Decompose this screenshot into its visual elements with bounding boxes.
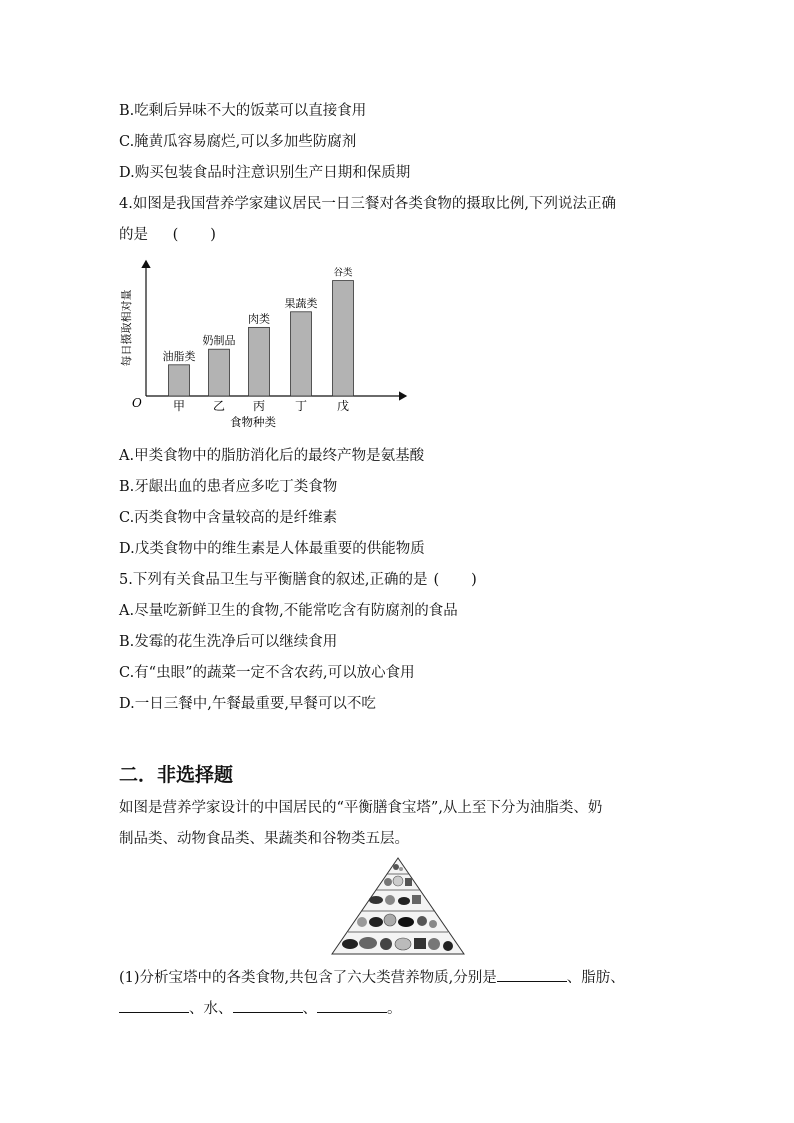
x-tick-label-5: 戊 bbox=[336, 399, 350, 413]
x-axis-label: 食物种类 bbox=[230, 415, 276, 429]
y-axis-label: 每日摄取相对量 bbox=[120, 289, 133, 367]
q5-stem-text: 5.下列有关食品卫生与平衡膳食的叙述,正确的是 bbox=[119, 572, 428, 588]
q5-stem bbox=[119, 570, 477, 590]
section-intro-line2: 制品类、动物食品类、果蔬类和谷物类五层。 bbox=[119, 831, 409, 847]
q1-line1 bbox=[119, 967, 625, 988]
x-tick-label-2: 乙 bbox=[212, 399, 226, 413]
q4-answer-paren-open: ( bbox=[172, 227, 179, 243]
bar-2 bbox=[209, 349, 230, 396]
q4-stem-text: 的是 bbox=[119, 227, 148, 243]
bar-5 bbox=[333, 281, 354, 396]
food-intake-bar-chart bbox=[110, 255, 420, 435]
q4-option-a: A.甲类食物中的脂肪消化后的最终产物是氨基酸 bbox=[119, 448, 425, 464]
origin-label: O bbox=[132, 396, 142, 410]
q4-stem-line1: 4.如图是我国营养学家建议居民一日三餐对各类食物的摄取比例,下列说法正确 bbox=[119, 196, 616, 212]
bar-label-3: 肉类 bbox=[248, 312, 270, 326]
section-intro-line1: 如图是营养学家设计的中国居民的“平衡膳食宝塔”,从上至下分为油脂类、奶 bbox=[119, 800, 603, 816]
answer-blank-3[interactable] bbox=[233, 998, 303, 1013]
answer-blank-2[interactable] bbox=[119, 998, 189, 1013]
q5-option-b: B.发霉的花生洗净后可以继续食用 bbox=[119, 634, 338, 650]
q1-text-part3: 、水、 bbox=[189, 1001, 233, 1017]
x-tick-label-3: 丙 bbox=[252, 399, 266, 413]
q1-text-part2: 、脂肪、 bbox=[566, 970, 625, 986]
bar-3 bbox=[249, 327, 270, 396]
x-tick-label-1: 甲 bbox=[172, 399, 186, 413]
bar-1 bbox=[169, 365, 190, 396]
section-title: 二．非选择题 bbox=[119, 764, 234, 786]
x-tick-label-4: 丁 bbox=[294, 399, 308, 413]
balanced-diet-pagoda-image bbox=[330, 856, 466, 958]
q3-option-c: C.腌黄瓜容易腐烂,可以多加些防腐剂 bbox=[119, 134, 357, 150]
answer-blank-4[interactable] bbox=[317, 998, 387, 1013]
q1-text-part4: 、 bbox=[302, 1001, 317, 1017]
q5-option-a: A.尽量吃新鲜卫生的食物,不能常吃含有防腐剂的食品 bbox=[119, 603, 458, 619]
q1-text-part5: 。 bbox=[387, 1001, 402, 1017]
q3-option-b: B.吃剩后异味不大的饭菜可以直接食用 bbox=[119, 103, 367, 119]
bar-label-2: 奶制品 bbox=[202, 334, 236, 348]
q4-stem-line2 bbox=[119, 225, 216, 245]
q5-option-c: C.有“虫眼”的蔬菜一定不含农药,可以放心食用 bbox=[119, 665, 415, 681]
q5-answer-paren-open: ( bbox=[433, 572, 440, 588]
q4-option-c: C.丙类食物中含量较高的是纤维素 bbox=[119, 510, 338, 526]
q1-text-part1: (1)分析宝塔中的各类食物,共包含了六大类营养物质,分别是 bbox=[119, 970, 497, 986]
answer-blank-1[interactable] bbox=[497, 967, 567, 982]
bar-label-1: 油脂类 bbox=[162, 349, 196, 363]
q1-line2 bbox=[119, 998, 402, 1019]
q5-option-d: D.一日三餐中,午餐最重要,早餐可以不吃 bbox=[119, 696, 376, 712]
bar-4 bbox=[291, 312, 312, 396]
bar-label-5: 谷类 bbox=[333, 267, 353, 279]
q4-answer-paren-close: ) bbox=[210, 227, 216, 243]
q5-answer-paren-close: ) bbox=[471, 572, 477, 588]
q3-option-d: D.购买包装食品时注意识别生产日期和保质期 bbox=[119, 165, 411, 181]
q4-option-d: D.戊类食物中的维生素是人体最重要的供能物质 bbox=[119, 541, 425, 557]
bar-label-4: 果蔬类 bbox=[284, 296, 318, 310]
q4-option-b: B.牙龈出血的患者应多吃丁类食物 bbox=[119, 479, 338, 495]
